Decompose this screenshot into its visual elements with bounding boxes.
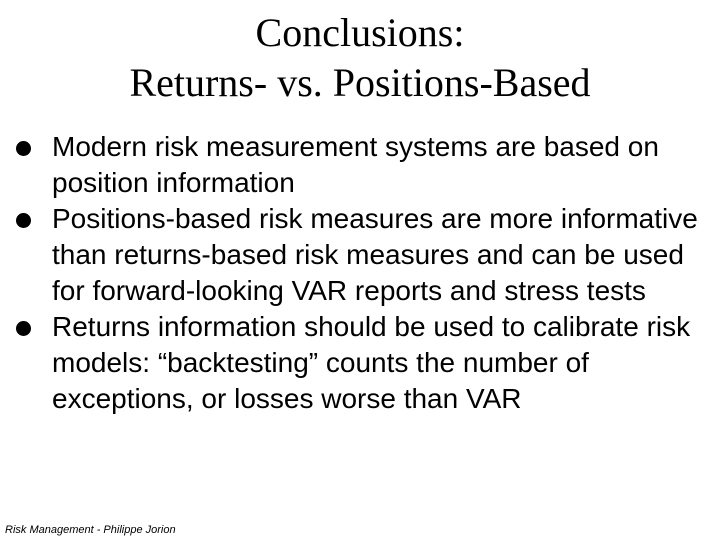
slide-title — [0, 8, 720, 108]
bullet-dot-icon — [16, 213, 31, 228]
bullet-list — [0, 129, 720, 417]
footer-credit: Risk Management - Philippe Jorion — [5, 524, 176, 536]
bullet-dot-icon — [16, 321, 31, 336]
bullet-item — [0, 201, 720, 309]
bullet-text: Positions-based risk measures are more informative than returns-based risk measures and can be used for forward-looking VAR reports and stress tests — [52, 203, 698, 306]
title-line-1: Conclusions: — [255, 10, 465, 55]
bullet-item — [0, 129, 720, 201]
bullet-text: Returns information should be used to calibrate risk models: “backtesting” counts the number of exceptions, or losses worse than VAR — [52, 311, 691, 414]
bullet-item — [0, 309, 720, 417]
title-line-2: Returns- vs. Positions-Based — [129, 60, 591, 105]
bullet-text: Modern risk measurement systems are based on position information — [52, 131, 659, 198]
bullet-dot-icon — [16, 141, 31, 156]
